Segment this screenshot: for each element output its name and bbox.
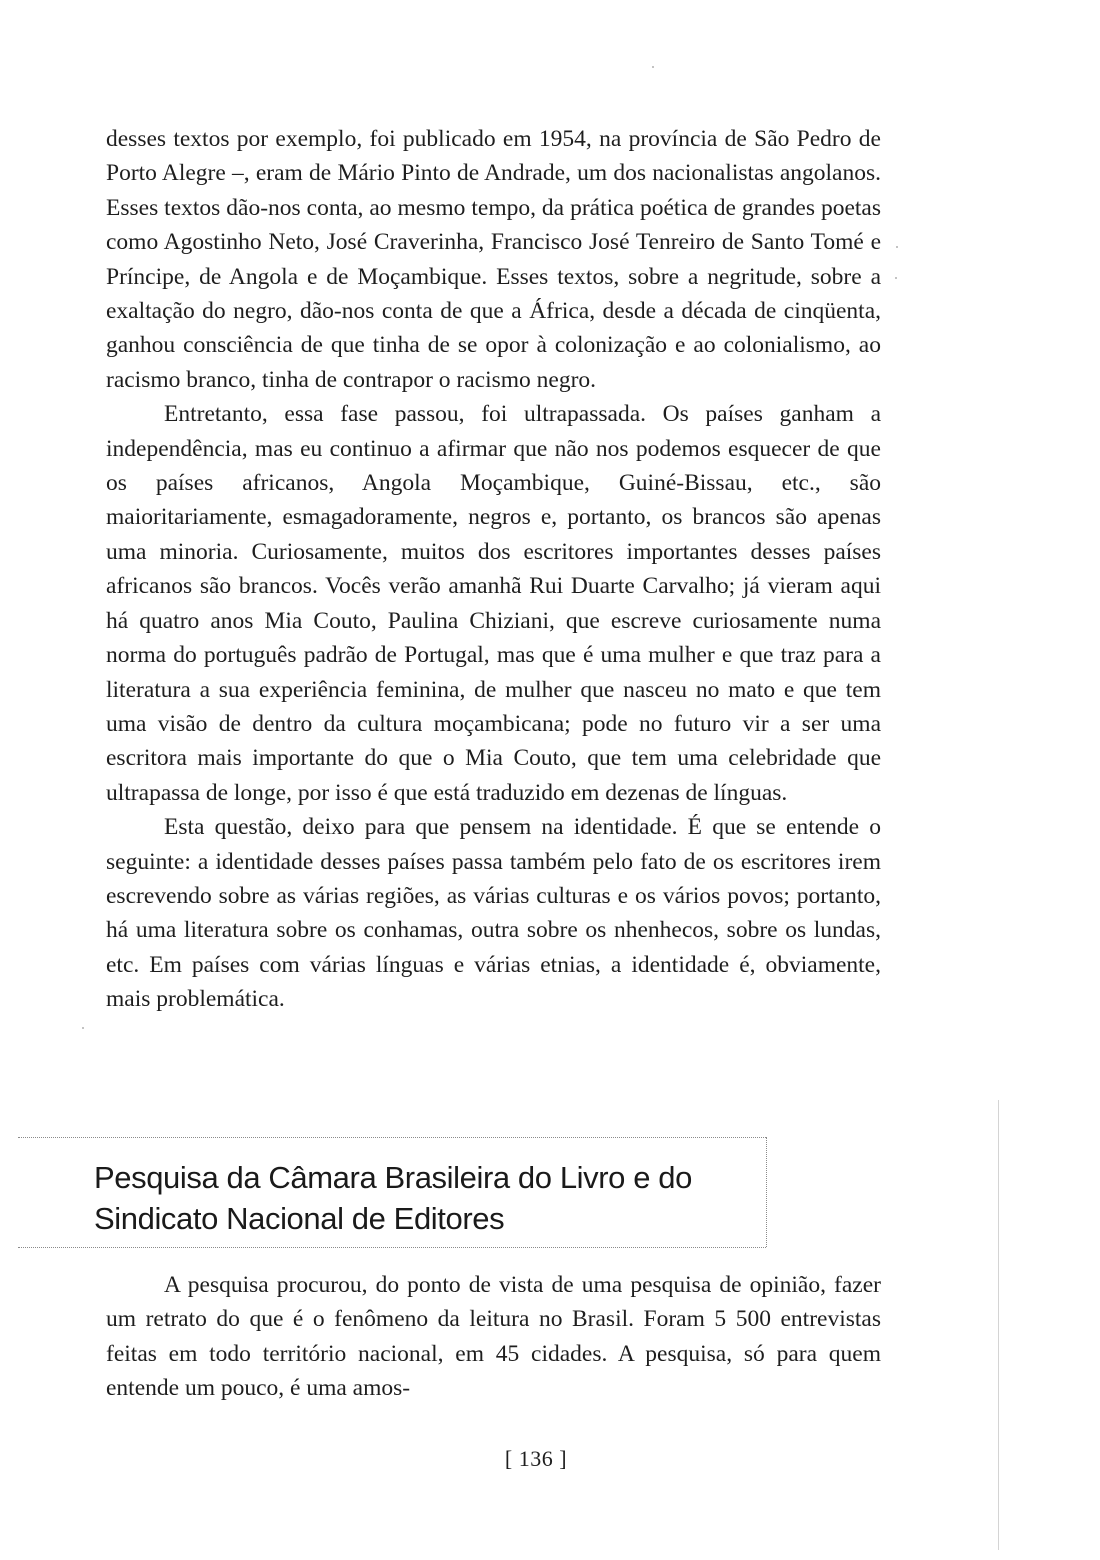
body-text-top — [106, 122, 881, 1017]
scan-margin-line — [998, 1100, 999, 1550]
section-heading-line-1: Pesquisa da Câmara Brasileira do Livro e do — [94, 1160, 692, 1195]
section-heading — [94, 1157, 774, 1239]
paragraph: A pesquisa procurou, do ponto de vista de uma pesquisa de opinião, fazer um retrato do que é o fenômeno da leitura no Brasil. Foram 5 500 entrevistas feitas em todo território nacional, em 45 cidades. A pesquisa, só para quem entende um pouco, é uma amos- — [106, 1272, 881, 1402]
paragraph: desses textos por exemplo, foi publicado em 1954, na província de São Pedro de Porto Alegre –, eram de Mário Pinto de Andrade, um dos nacionalistas angolanos. Esses textos dão-nos conta, ao mesmo tempo, da prática poética de grandes poetas como Agostinho Neto, José Craverinha, Francisco José Tenreiro de Santo Tomé e Príncipe, de Angola e de Moçambique. Esses textos, sobre a negritude, sobre a exaltação do negro, dão-nos conta de que a África, desde a década de cinqüenta, ganhou consciência de que tinha de se opor à colonização e ao colonialismo, ao racismo branco, tinha de contrapor o racismo negro. — [106, 126, 881, 393]
heading-rule-top — [18, 1137, 766, 1138]
body-text-bottom — [106, 1268, 881, 1406]
scan-speck — [895, 277, 897, 279]
paragraph: Esta questão, deixo para que pensem na identidade. É que se entende o seguinte: a identidade desses países passa também pelo fato de os escritores irem escrevendo sobre as várias regiões, as várias culturas e os vários povos; portanto, há uma literatura sobre os conhamas, outra sobre os nhenhecos, sobre os lundas, etc. Em países com várias línguas e várias etnias, a identidade é, obviamente, mais problemática. — [106, 814, 881, 1013]
scan-speck — [82, 1027, 84, 1029]
section-heading-box — [18, 1137, 766, 1253]
heading-rule-bottom — [18, 1247, 766, 1248]
page-number: [ 136 ] — [504, 1446, 568, 1471]
scan-speck — [896, 246, 898, 248]
section-heading-line-2: Sindicato Nacional de Editores — [94, 1201, 505, 1236]
scan-speck — [652, 66, 654, 68]
paragraph: Entretanto, essa fase passou, foi ultrapassada. Os países ganham a independência, mas eu continuo a afirmar que não nos podemos esquecer de que os países africanos, Angola Moçambique, Guiné-Bissau, etc., são maioritariamente, esmagadoramente, negros e, portanto, os brancos são apenas uma minoria. Curiosamente, muitos dos escritores importantes desses países africanos são brancos. Vocês verão amanhã Rui Duarte Carvalho; já vieram aqui há quatro anos Mia Couto, Paulina Chiziani, que escreve curiosamente numa norma do português padrão de Portugal, mas que é uma mulher e que traz para a literatura a sua experiência feminina, de mulher que nasceu no mato e que tem uma visão de dentro da cultura moçambicana; pode no futuro vir a ser uma escritora mais importante do que o Mia Couto, que tem uma celebridade que ultrapassa de longe, por isso é que está traduzido em dezenas de línguas. — [106, 401, 881, 806]
